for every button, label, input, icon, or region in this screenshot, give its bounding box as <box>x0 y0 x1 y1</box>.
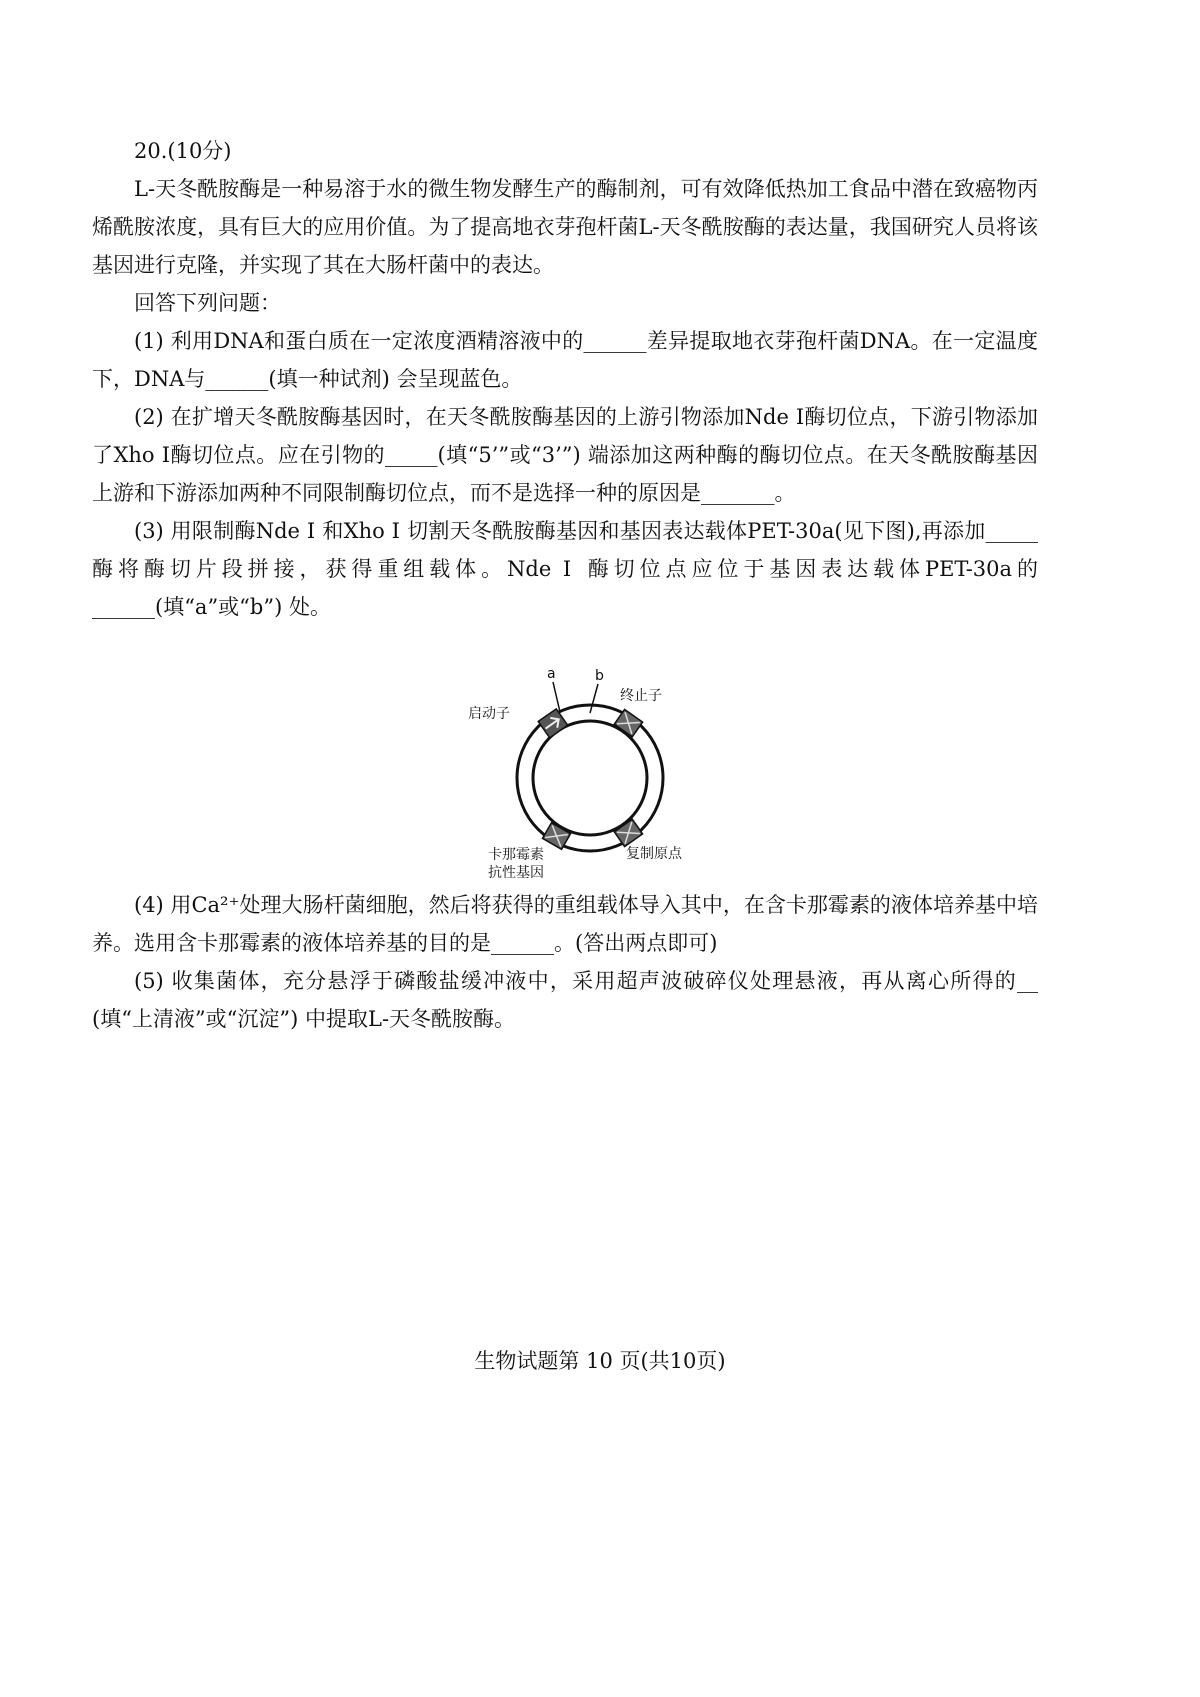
resistance-gene-block <box>542 823 570 850</box>
site-a-pointer <box>553 682 560 712</box>
terminator-label: 终止子 <box>620 688 662 704</box>
site-b-label: b <box>595 668 604 684</box>
page-footer: 生物试题第 10 页(共10页) <box>474 1349 726 1373</box>
plasmid-diagram <box>468 660 714 881</box>
resistance-label-line2: 抗性基因 <box>488 865 544 881</box>
question-intro: L-天冬酰胺酶是一种易溶于水的微生物发酵生产的酶制剂，可有效降低热加工食品中潜在致癌物丙烯酰胺浓度，具有巨大的应用价值。为了提高地衣芽孢杆菌L-天冬酰胺酶的表达量，我国研究人员将该基因进行克隆，并实现了其在大肠杆菌中的表达。 <box>92 177 1038 277</box>
terminator-block <box>614 709 642 736</box>
question-header: 20.(10分) <box>134 139 232 163</box>
question-20 <box>92 132 1038 626</box>
sub-question-2: (2) 在扩增天冬酰胺酶基因时，在天冬酰胺酶基因的上游引物添加Nde Ⅰ酶切位点，下游引物添加了Xho Ⅰ酶切位点。应在引物的_____(填“5’”或“3’”) 端添加这两种酶的酶切位点。在天冬酰胺酶基因上游和下游添加两种不同限制酶切位点，而不是选择一种的原因是_______。 <box>92 405 1038 505</box>
sub-question-3: (3) 用限制酶Nde Ⅰ 和Xho Ⅰ 切割天冬酰胺酶基因和基因表达载体PET-30a(见下图),再添加_____酶将酶切片段拼接，获得重组载体。Nde Ⅰ 酶切位点应位于基因表达载体PET-30a的______(填“a”或“b”) 处。 <box>92 519 1038 619</box>
site-a-label: a <box>547 666 556 682</box>
question-prompt: 回答下列问题： <box>134 291 281 315</box>
question-20-continued <box>92 886 1038 1038</box>
promoter-block <box>538 709 567 738</box>
plasmid-svg <box>468 660 714 881</box>
sub-question-5: (5) 收集菌体，充分悬浮于磷酸盐缓冲液中，采用超声波破碎仪处理悬液，再从离心所得的__ (填“上清液”或“沉淀”) 中提取L-天冬酰胺酶。 <box>92 969 1038 1031</box>
sub-question-4: (4) 用Ca²⁺处理大肠杆菌细胞，然后将获得的重组载体导入其中，在含卡那霉素的液体培养基中培养。选用含卡那霉素的液体培养基的目的是______。(答出两点即可) <box>92 893 1038 955</box>
sub-question-1: (1) 利用DNA和蛋白质在一定浓度酒精溶液中的______差异提取地衣芽孢杆菌DNA。在一定温度下，DNA与______(填一种试剂) 会呈现蓝色。 <box>92 329 1038 391</box>
origin-block <box>614 819 642 846</box>
origin-label: 复制原点 <box>626 846 682 862</box>
promoter-label: 启动子 <box>468 706 510 722</box>
resistance-label-line1: 卡那霉素 <box>488 847 544 863</box>
plasmid-outer-ring <box>517 705 663 851</box>
site-b-pointer <box>590 684 598 713</box>
